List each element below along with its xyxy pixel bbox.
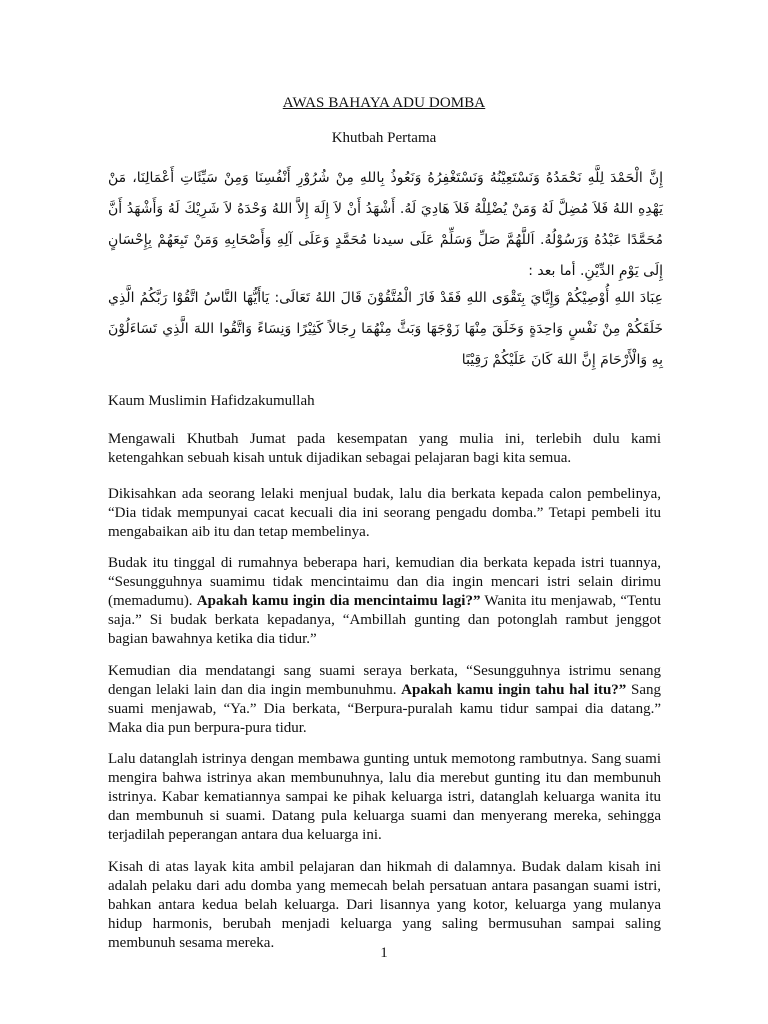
document-subtitle: Khutbah Pertama — [331, 130, 437, 146]
paragraph-3-text-a: Budak itu tinggal di rumahnya beberapa hari, kemudian dia berkata kepada istri tuannya, “Sesungguhnya suamimu tidak mencintaimu dan dia ingin mencari istri selain dirimu (memadumu). — [108, 555, 661, 609]
page-number: 1 — [380, 945, 388, 961]
arabic-opening-prayer: إِنَّ الْحَمْدَ لِلَّهِ نَحْمَدُهُ وَنَسْتَعِيْنُهُ وَنَسْتَغْفِرُهُ وَنَعُوذُ بِاللهِ مِنْ شُرُوْرِ أَنْفُسِنَا وَمِنْ سَيِّئَاتِ أَعْمَالِنَا، مَنْ يَهْدِهِ اللهُ فَلاَ مُضِلَّ لَهُ وَمَنْ يُضْلِلْهُ فَلاَ هَادِيَ لَهُ. أَشْهَدُ أَنْ لاَ إِلَهَ إِلاَّ اللهُ وَحْدَهُ لاَ شَرِيْكَ لَهُ وَأَشْهَدُ أَنَّ مُحَمَّدًا عَبْدُهُ وَرَسُوْلُهُ. اَللَّهُمَّ صَلِّ وَسَلِّمْ عَلَى سيدنا مُحَمَّدٍ وَعَلَى آلِهِ وَأَصْحَابِهِ وَمَنْ تَبِعَهُمْ بِإِحْسَانٍ إِلَى يَوْمِ الدِّيْنِ. أما بعد : — [108, 170, 663, 279]
paragraph-4-text-a: Kemudian dia mendatangi sang suami seraya berkata, “Sesungguhnya istrimu senang dengan lelaki lain dan dia ingin membunuhmu. — [108, 663, 661, 698]
paragraph-1: Mengawali Khutbah Jumat pada kesempatan yang mulia ini, terlebih dulu kami ketengahkan sebuah kisah untuk dijadikan sebagai pelajaran bagi kita semua. — [108, 431, 661, 466]
paragraph-3 — [108, 554, 661, 649]
document-title: AWAS BAHAYA ADU DOMBA — [282, 95, 486, 111]
arabic-quran-verse: عِبَادَ اللهِ أُوْصِيْكُمْ وَإِيَّايَ بِتَقْوَى اللهِ فَقَدْ فَازَ الْمُتَّقُوْنَ قَالَ اللهُ تَعَالَى: يَاأَيُّهَا النَّاسُ اتَّقُوْا رَبَّكُمُ الَّذِي خَلَقَكُمْ مِنْ نَفْسٍ وَاحِدَةٍ وَخَلَقَ مِنْهَا زَوْجَهَا وَبَثَّ مِنْهُمَا رِجَالاً كَثِيْرًا وَنِسَاءً وَاتَّقُوا اللهَ الَّذِي تَسَاءَلُوْنَ بِهِ وَالْأَرْحَامَ إِنَّ اللهَ كَانَ عَلَيْكُمْ رَقِيْبًا — [108, 290, 663, 368]
paragraph-5: Lalu datanglah istrinya dengan membawa gunting untuk memotong rambutnya. Sang suami mengira bahwa istrinya akan membunuhnya, lalu dia merebut gunting itu dan membunuh istrinya. Kabar kematiannya sampai ke pihak keluarga istri, datanglah keluarga wanita itu dan membunuh si suami. Datang pula keluarga suami dan menyerang mereka, sehingga terjadilah peperangan antara dua keluarga ini. — [108, 751, 661, 843]
paragraph-2: Dikisahkan ada seorang lelaki menjual budak, lalu dia berkata kepada calon pembelinya, “Dia tidak mempunyai cacat kecuali dia ini seorang pengadu domba.” Tetapi pembeli itu mengabaikan aib itu dan tetap membelinya. — [108, 486, 661, 540]
paragraph-4-bold: Apakah kamu ingin tahu hal itu?” — [401, 682, 627, 698]
paragraph-3-text-b: Wanita itu menjawab, “Tentu saja.” Si budak berkata kepadanya, “Ambillah gunting dan potonglah rambut jenggot bagian bawahnya ketika dia tidur.” — [108, 593, 661, 647]
paragraph-4-text-b: Sang suami menjawab, “Ya.” Dia berkata, “Berpura-puralah kamu tidur sampai dia datang.” Maka dia pun berpura-pura tidur. — [108, 682, 661, 736]
paragraph-4 — [108, 662, 661, 738]
paragraph-3-bold: Apakah kamu ingin dia mencintaimu lagi?” — [196, 593, 481, 609]
paragraph-6: Kisah di atas layak kita ambil pelajaran dan hikmah di dalamnya. Budak dalam kisah ini adalah pelaku dari adu domba yang memecah belah persatuan antara pasangan suami istri, bahkan antara kedua belah keluarga. Dari lisannya yang kotor, keluarga yang mulanya hidup harmonis, berubah menjadi keluarga yang saling bermusuhan sampai saling membunuh sesama mereka. — [108, 859, 661, 951]
greeting-line: Kaum Muslimin Hafidzakumullah — [108, 393, 315, 409]
